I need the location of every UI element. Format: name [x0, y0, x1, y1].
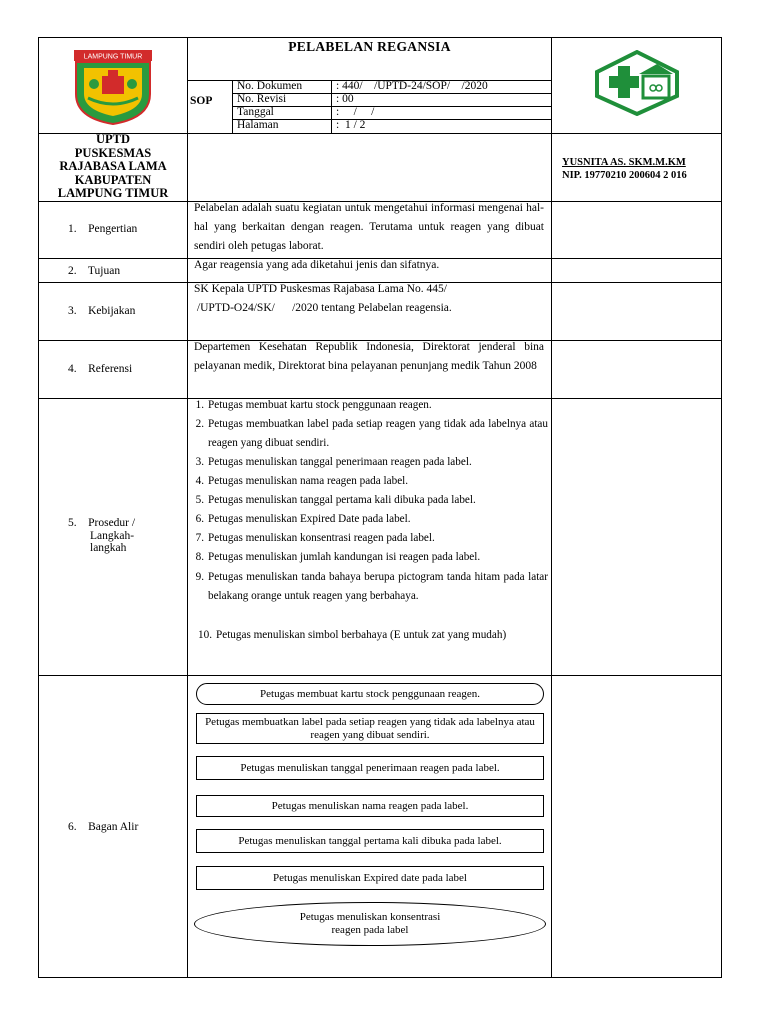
lampung-timur-shield-icon: [72, 48, 154, 126]
logo-banner-text: LAMPUNG TIMUR: [83, 53, 143, 61]
procedure-text: Petugas menuliskan tanggal penerimaan reagen pada label.: [208, 456, 472, 468]
org-line-4: KABUPATEN: [74, 172, 152, 187]
procedure-text: Petugas menuliskan tanggal pertama kali dibuka pada label.: [208, 494, 476, 506]
flow-step-7: Petugas menuliskan konsentrasi reagen pada label: [194, 902, 546, 946]
procedure-item: [186, 472, 548, 491]
procedure-item: [186, 453, 548, 472]
meta-value-halaman: : 1 / 2: [336, 119, 366, 131]
text-kebijakan-line2: /UPTD-O24/SK/ /2020 tentang Pelabelan reagensia.: [194, 302, 452, 314]
procedure-item: [186, 396, 548, 415]
sop-label: SOP: [190, 95, 213, 107]
procedure-text: Petugas menuliskan Expired Date pada label.: [208, 513, 411, 525]
signer-name: YUSNITA AS. SKM.M.KM: [562, 157, 686, 168]
label-pengertian: 1. Pengertian: [68, 223, 138, 235]
label-referensi: 4. Referensi: [68, 363, 133, 375]
flow-step-1: Petugas membuat kartu stock penggunaan reagen.: [196, 683, 544, 705]
meta-label-revisi: No. Revisi: [237, 93, 287, 105]
lampung-timur-logo: [72, 48, 154, 126]
org-line-5: LAMPUNG TIMUR: [57, 186, 169, 200]
label-prosedur-2: Langkah-: [90, 530, 135, 542]
org-line-2: PUSKESMAS: [74, 145, 152, 160]
label-kebijakan: 3. Kebijakan: [68, 305, 136, 317]
meta-value-tanggal: : / /: [336, 106, 375, 118]
procedure-number: 10.: [198, 629, 212, 641]
text-kebijakan-line1: SK Kepala UPTD Puskesmas Rajabasa Lama No. 445/: [194, 283, 447, 295]
meta-label-dokumen: No. Dokumen: [237, 80, 303, 92]
flow-step-3: Petugas menuliskan tanggal penerimaan reagen pada label.: [196, 756, 544, 780]
procedure-item: [190, 626, 548, 664]
text-referensi: Departemen Kesehatan Republik Indonesia, Direktorat jenderal bina pelayanan medik, Direktorat bina pelayanan penunjang medik Tahun 2008: [194, 341, 544, 372]
procedure-item: [186, 415, 548, 453]
procedure-number: 6.: [195, 513, 204, 525]
org-line-1: UPTD: [95, 132, 131, 146]
document-title: PELABELAN REGANSIA: [288, 39, 451, 54]
flow-step-4: Petugas menuliskan nama reagen pada label.: [196, 795, 544, 817]
procedure-number: 4.: [195, 475, 204, 487]
procedure-number: 2.: [195, 418, 204, 430]
procedure-item: [186, 529, 548, 548]
procedure-number: 1.: [195, 399, 204, 411]
signer-nip: NIP. 19770210 200604 2 016: [562, 170, 687, 181]
meta-line-3: [232, 119, 551, 120]
meta-label-tanggal: Tanggal: [237, 106, 274, 118]
label-tujuan: 2. Tujuan: [68, 265, 121, 277]
procedure-number: 5.: [195, 494, 204, 506]
procedure-item: [186, 510, 548, 529]
procedure-text: Petugas menuliskan konsentrasi reagen pada label.: [208, 532, 435, 544]
procedure-text: Petugas menuliskan tanda bahaya berupa pictogram tanda hitam pada latar belakang orange untuk reagen yang berbahaya.: [208, 571, 548, 602]
flow-step-6: Petugas menuliskan Expired date pada label: [196, 866, 544, 890]
procedure-item: [186, 491, 548, 510]
org-line-3: RAJABASA LAMA: [59, 159, 167, 173]
text-tujuan: Agar reagensia yang ada diketahui jenis dan sifatnya.: [194, 259, 440, 271]
puskesmas-cross-icon: [595, 50, 679, 116]
label-prosedur-1: 5. Prosedur /: [68, 517, 136, 529]
procedure-item: [186, 548, 548, 567]
procedure-text: Petugas menuliskan jumlah kandungan isi reagen pada label.: [208, 551, 481, 563]
meta-value-revisi: : 00: [336, 93, 354, 105]
procedure-text: Petugas membuatkan label pada setiap reagen yang tidak ada labelnya atau reagen yang dibuat sendiri.: [208, 418, 548, 449]
org-name-block: [39, 133, 187, 201]
row-prosedur-bottom: [38, 675, 722, 676]
procedure-number: 3.: [195, 456, 204, 468]
puskesmas-logo: [595, 50, 679, 116]
procedure-number: 9.: [195, 571, 204, 583]
flow-step-2: Petugas membuatkan label pada setiap reagen yang tidak ada labelnya atau reagen yang dibuat sendiri.: [196, 713, 544, 744]
meta-label-halaman: Halaman: [237, 119, 279, 131]
meta-value-dokumen: : 440/ /UPTD-24/SOP/ /2020: [336, 80, 488, 92]
procedure-text: Petugas menuliskan nama reagen pada label.: [208, 475, 409, 487]
label-bagan-alir: 6. Bagan Alir: [68, 821, 139, 833]
label-prosedur-3: langkah: [90, 542, 127, 554]
text-pengertian: Pelabelan adalah suatu kegiatan untuk mengetahui informasi mengenai hal-hal yang berkaitan dengan reagen. Terutama untuk reagen yang dibuat sendiri oleh petugas laborat.: [194, 202, 544, 252]
flow-step-5: Petugas menuliskan tanggal pertama kali dibuka pada label.: [196, 829, 544, 853]
procedure-number: 8.: [195, 551, 204, 563]
procedure-item: [186, 568, 548, 625]
procedure-number: 7.: [195, 532, 204, 544]
procedure-text: Petugas menuliskan simbol berbahaya (E untuk zat yang mudah): [216, 629, 507, 641]
procedure-text: Petugas membuat kartu stock penggunaan reagen.: [208, 399, 432, 411]
